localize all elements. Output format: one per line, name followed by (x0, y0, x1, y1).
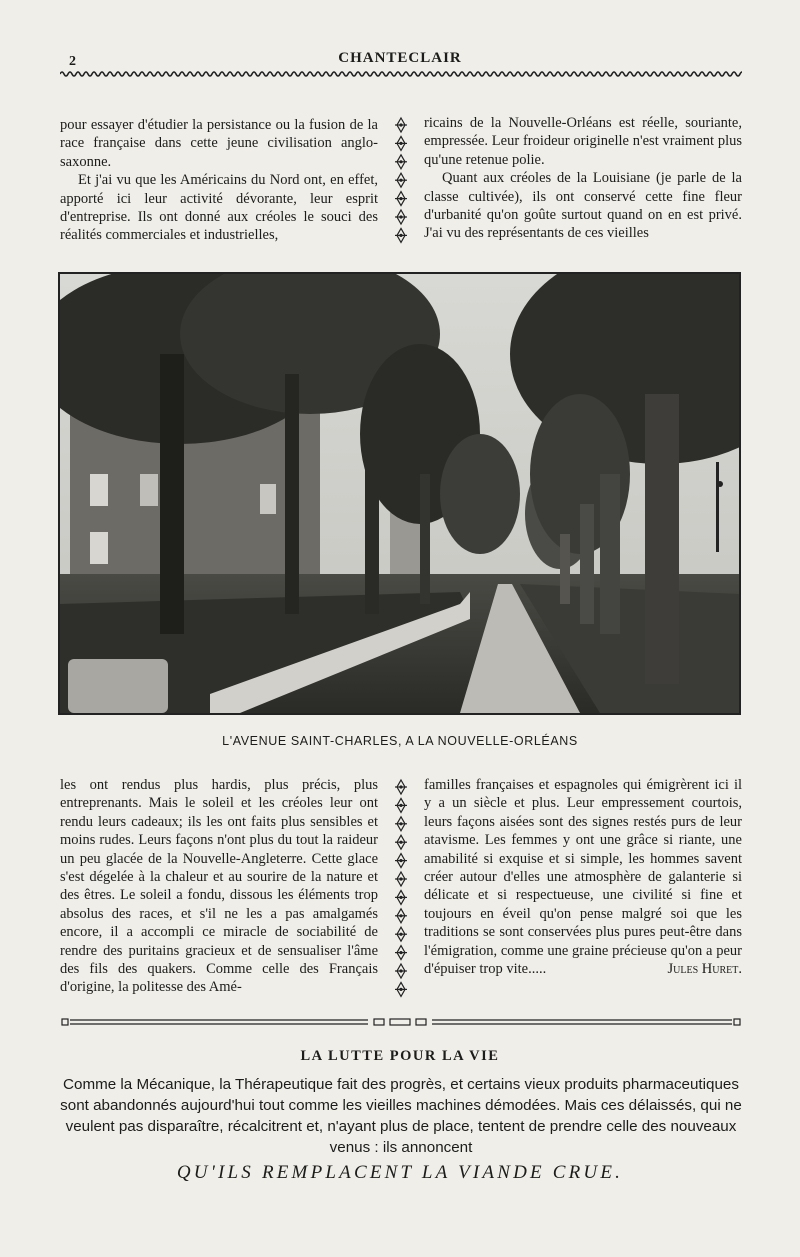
ornament-icon (395, 854, 407, 868)
advert-title: LA LUTTE POUR LA VIE (300, 1048, 500, 1064)
ornament-chain (392, 778, 410, 999)
ornament-icon (395, 872, 407, 886)
ornament-icon (395, 780, 407, 794)
column-bottom-left (60, 776, 378, 997)
ornament-icon (395, 136, 407, 150)
photo-caption: L'AVENUE SAINT-CHARLES, A LA NOUVELLE-ORLÉANS (222, 734, 578, 748)
ornament-icon (395, 817, 407, 831)
paragraph: Quant aux créoles de la Louisiane (je parle de la classe cultivée), ils ont conservé cette fine fleur d'urbanité qu'on goûte surtout quand on en est privé. J'ai vu des représentants de ces vieilles (424, 170, 742, 242)
page-number: 2 (69, 54, 76, 69)
avenue-photograph (60, 274, 739, 713)
ornament-icon (395, 210, 407, 224)
wavy-header-rule (60, 68, 742, 80)
ornament-icon (395, 890, 407, 904)
running-title: CHANTECLAIR (338, 50, 462, 66)
ornament-icon (395, 118, 407, 132)
photo-frame (58, 272, 741, 715)
advert-body: Comme la Mécanique, la Thérapeutique fait des progrès, et certains vieux produits pharmaceutiques sont abandonnés aujourd'hui tout comme les vieilles machines démodées. Mais ces délaissés, qui ne veulent pas disparaître, récalcitrent et, n'ayant plus de place, tentent de prendre celle des nouveaux venus : ils annoncent (60, 1076, 742, 1156)
ornament-icon (395, 798, 407, 812)
ornament-column-top (392, 116, 410, 245)
advert-claim: QU'ILS REMPLACENT LA VIANDE CRUE. (176, 1162, 624, 1183)
paragraph: Et j'ai vu que les Américains du Nord ont, en effet, apporté ici leur activité dévorante, leur esprit d'entreprise. Ils ont donné aux créoles le souci des réalités commerciales et industrielles, (60, 172, 378, 244)
column-top-left (60, 116, 378, 245)
paragraph: familles françaises et espagnoles qui émigrèrent ici il y a un siècle et plus. Leur empressement courtois, leurs façons aisées sont des signes restés purs de leur atavisme. Les femmes y ont une grâce si riante, une amabilité si exquise et si simple, les hommes savent créer autour d'elles une atmosphère de galanterie si délicate et si respectueuse, une civilité si fine et toujours en éveil qu'on pense malgré soi que les traditions se sont conservées plus pures peut-être dans l'émigration, comme une graine précieuse qu'on a peur d'épuiser trop vite..... (424, 777, 742, 978)
ornament-icon (395, 192, 407, 206)
ornament-icon (395, 228, 407, 242)
paragraph: pour essayer d'étudier la persistance ou la fusion de la race française dans cette jeune civilisation anglo-saxonne. (60, 117, 378, 170)
column-top-right (424, 114, 742, 243)
paragraph: ricains de la Nouvelle-Orléans est réelle, souriante, empressée. Leur froideur originelle n'est vraiment plus qu'une retenue polie. (424, 115, 742, 168)
ornament-icon (395, 835, 407, 849)
ornament-icon (395, 909, 407, 923)
section-divider (60, 1014, 742, 1030)
ornament-icon (395, 173, 407, 187)
ornament-icon (395, 946, 407, 960)
ornament-icon (395, 155, 407, 169)
column-bottom-right (424, 776, 742, 978)
ornament-icon (395, 927, 407, 941)
ornament-chain (392, 116, 410, 245)
signature: Jules Huret. (667, 961, 742, 978)
ornament-icon (395, 982, 407, 996)
paragraph: les ont rendus plus hardis, plus précis, plus entreprenants. Mais le soleil et les créoles leur ont rendu leurs cadeaux; ils les ont faits plus sensibles et moins rudes. Leurs façons n'ont plus du tout la raideur un peu glacée de la Nouvelle-Angleterre. Cette glace s'est dégelée à la chaleur et au sourire de la nature et des êtres. Le soleil a fondu, dissous les éléments trop absolus des races, et s'il ne les a pas amalgamés encore, il a accompli ce miracle de sociabilité de rendre des puritains gracieux et de sensualiser l'âme des fils des quakers. Comme celle des Français d'origine, la politesse des Amé- (60, 777, 378, 996)
ornament-column-bottom (392, 778, 410, 999)
ornament-icon (395, 964, 407, 978)
